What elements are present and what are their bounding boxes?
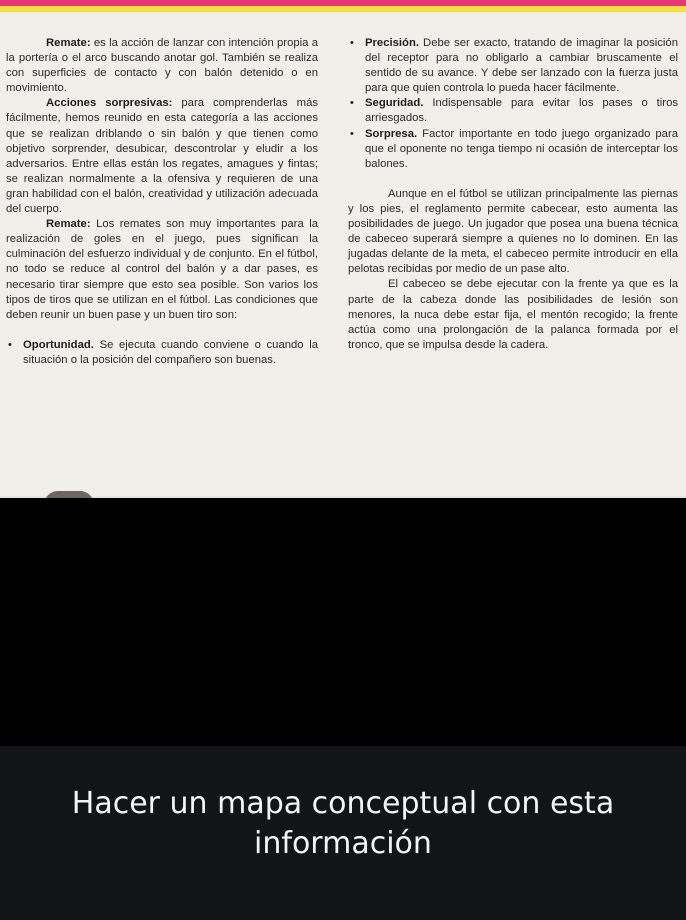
left-text-column (6, 36, 318, 368)
bullet-seguridad (348, 96, 678, 126)
paragraph-remates (6, 217, 318, 323)
paragraph-cabecear: Aunque en el fútbol se utilizan principalmente las piernas y los pies, el reglamento permite cabecear, esto aumenta las posibilidades de juego. Un jugador que posea una buena técnica de cabeceo superará siempre a quienes no lo dominen. En las jugadas delante de la meta, el cabeceo permite introducir en ella pelotas recibidas por medio de un pase alto. (348, 187, 678, 276)
term-precision: Precisión. (365, 37, 419, 49)
black-background-area (0, 498, 686, 746)
remates-text: Los remates son muy importantes para la realización de goles en el juego, pues significan la culminación del esfuerzo individual y de conjunto. En el fútbol, no todo se reduce al control del balón y a dar pases, es necesario tirar siempre que esto sea posible. Son varios los tipos de tiros que se utilizan en el fútbol. Las condiciones que deben reunir un buen pase y un buen tiro son: (6, 218, 319, 321)
paragraph-cabeceo-tecnica: El cabeceo se debe ejecutar con la frente ya que es la parte de la cabeza donde las posibilidades de lesión son menores, la nuca debe estar fija, el mentón recogido; la frente actúa como una prolongación de la palanca formada por el tronco, que se impulsa desde la cadera. (348, 278, 678, 351)
caption-overlay (0, 746, 686, 920)
bullet-sorpresa (348, 127, 678, 172)
term-remate: Remate: (46, 37, 91, 49)
precision-text: Debe ser exacto, tratando de imaginar la posición del receptor para no obligarlo a cambiar bruscamente el sentido de su avance. Y debe ser lanzado con la fuerza justa para que quien controla lo pueda hacer fácilmente. (365, 37, 678, 95)
bullet-oportunidad (6, 338, 318, 368)
right-text-column (348, 36, 678, 353)
term-oportunidad: Oportunidad. (23, 338, 94, 351)
oportunidad-text: Se ejecuta cuando conviene o cuando la situación o la posición del compañero son buenas. (23, 338, 319, 366)
term-acciones-sorpresivas: Acciones sorpresivas: (46, 97, 173, 110)
remate-definition-text: es la acción de lanzar con intención propia a la portería o el arco buscando anotar gol. También se realiza con superficies de contacto y con balón detenido o en movimiento. (6, 37, 318, 95)
seguridad-text: Indispensable para evitar los pases o tiros arriesgados. (365, 97, 678, 125)
caption-text: Hacer un mapa conceptual con esta información (71, 786, 615, 861)
sorpresa-text: Factor importante en todo juego organizado para que el oponente no tenga tiempo ni ocasión de interceptar los balones. (365, 127, 678, 170)
term-remate-2: Remate: (46, 218, 91, 231)
acciones-sorpresivas-text: para comprenderlas más fácilmente, hemos reunido en esta categoría a las acciones que se realizan driblando o sin balón y que tienen como objetivo sorprender, desubicar, descontrolar y eludir a los adversarios. Entre ellas están los regates, amagues y fintas; se realizan normalmente a la ofensiva y requieren de una gran habilidad con el balón, creatividad y utilización adecuada del cuerpo. (6, 97, 319, 216)
paragraph-acciones-sorpresivas (6, 96, 318, 217)
book-page-photo (0, 12, 686, 498)
term-seguridad: Seguridad. (365, 97, 424, 110)
bullet-precision (348, 36, 678, 96)
term-sorpresa: Sorpresa. (365, 127, 418, 140)
paragraph-remate-definition (6, 36, 318, 96)
